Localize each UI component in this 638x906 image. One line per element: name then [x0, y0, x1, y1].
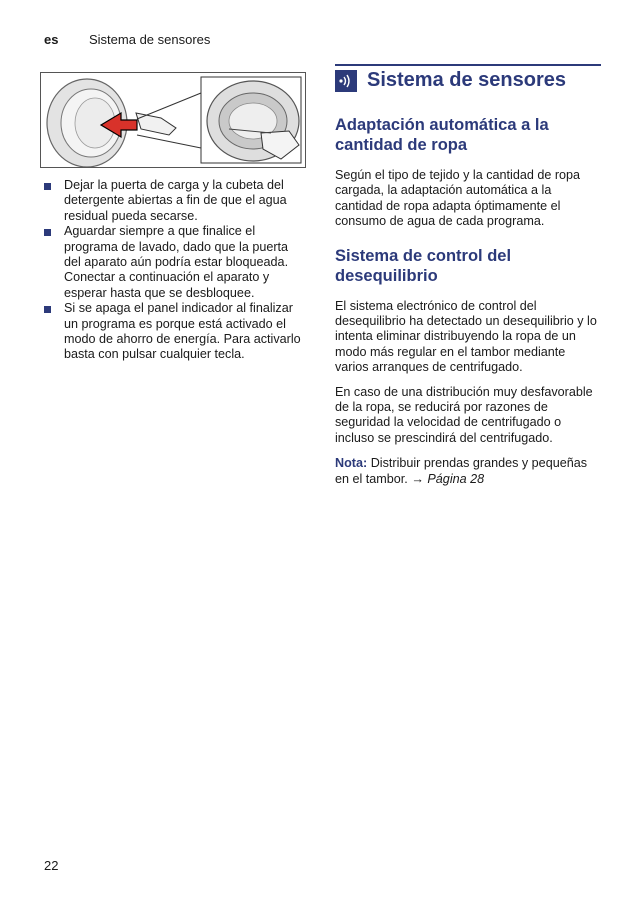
section-header: [335, 69, 601, 92]
load-adaptation-text: Según el tipo de tejido y la cantidad de ropa cargada, la adaptación automática a la cantidad de ropa adapta óptimamente el consumo de agua de cada programa.: [335, 168, 581, 229]
note-paragraph: [335, 456, 601, 487]
sensor-wave-icon: [335, 70, 357, 92]
section-rule: [335, 64, 601, 66]
imbalance-text-1: El sistema electrónico de control del desequilibrio ha detectado un desequilibrio y lo intenta eliminar distribuyendo la ropa de un modo más regular en el tambor mediante varios arranques de centrifugado.: [335, 298, 597, 375]
list-item: Dejar la puerta de carga y la cubeta del detergente abiertas a fin de que el agua residual pueda secarse.: [44, 178, 308, 224]
note-label: Nota:: [335, 456, 368, 471]
imbalance-text-2: En caso de una distribución muy desfavorable de la ropa, se reducirá por razones de seguridad la velocidad de centrifugado o incluso se prescindirá del centrifugado.: [335, 384, 593, 445]
list-item: Aguardar siempre a que finalice el programa de lavado, dado que la puerta del aparato aún podría estar bloqueada. Conectar a continuación el aparato y esperar hasta que se desbloquee.: [44, 224, 308, 301]
header-title: Sistema de sensores: [89, 32, 211, 47]
list-item: Si se apaga el panel indicador al finalizar un programa es porque está activado el modo de ahorro de energía. Para activarlo basta con pulsar cualquier tecla.: [44, 301, 308, 363]
arrow-right-icon: →: [411, 471, 424, 486]
subheading-imbalance-control: Sistema de control del desequilibrio: [335, 246, 512, 285]
door-illustration: [40, 72, 306, 168]
header-language: es: [44, 32, 59, 47]
right-column: [335, 64, 601, 487]
page-reference-link[interactable]: Página 28: [427, 471, 485, 486]
subheading-load-adaptation: Adaptación automática a la cantidad de ropa: [335, 116, 549, 154]
bullet-list: [44, 178, 308, 363]
section-title: Sistema de sensores: [367, 69, 566, 91]
bullet-square-icon: [44, 306, 51, 313]
bullet-square-icon: [44, 229, 51, 236]
bullet-square-icon: [44, 183, 51, 190]
page-number: 22: [44, 858, 59, 873]
note-text: Distribuir prendas grandes y pequeñas en el tambor.: [335, 456, 588, 486]
